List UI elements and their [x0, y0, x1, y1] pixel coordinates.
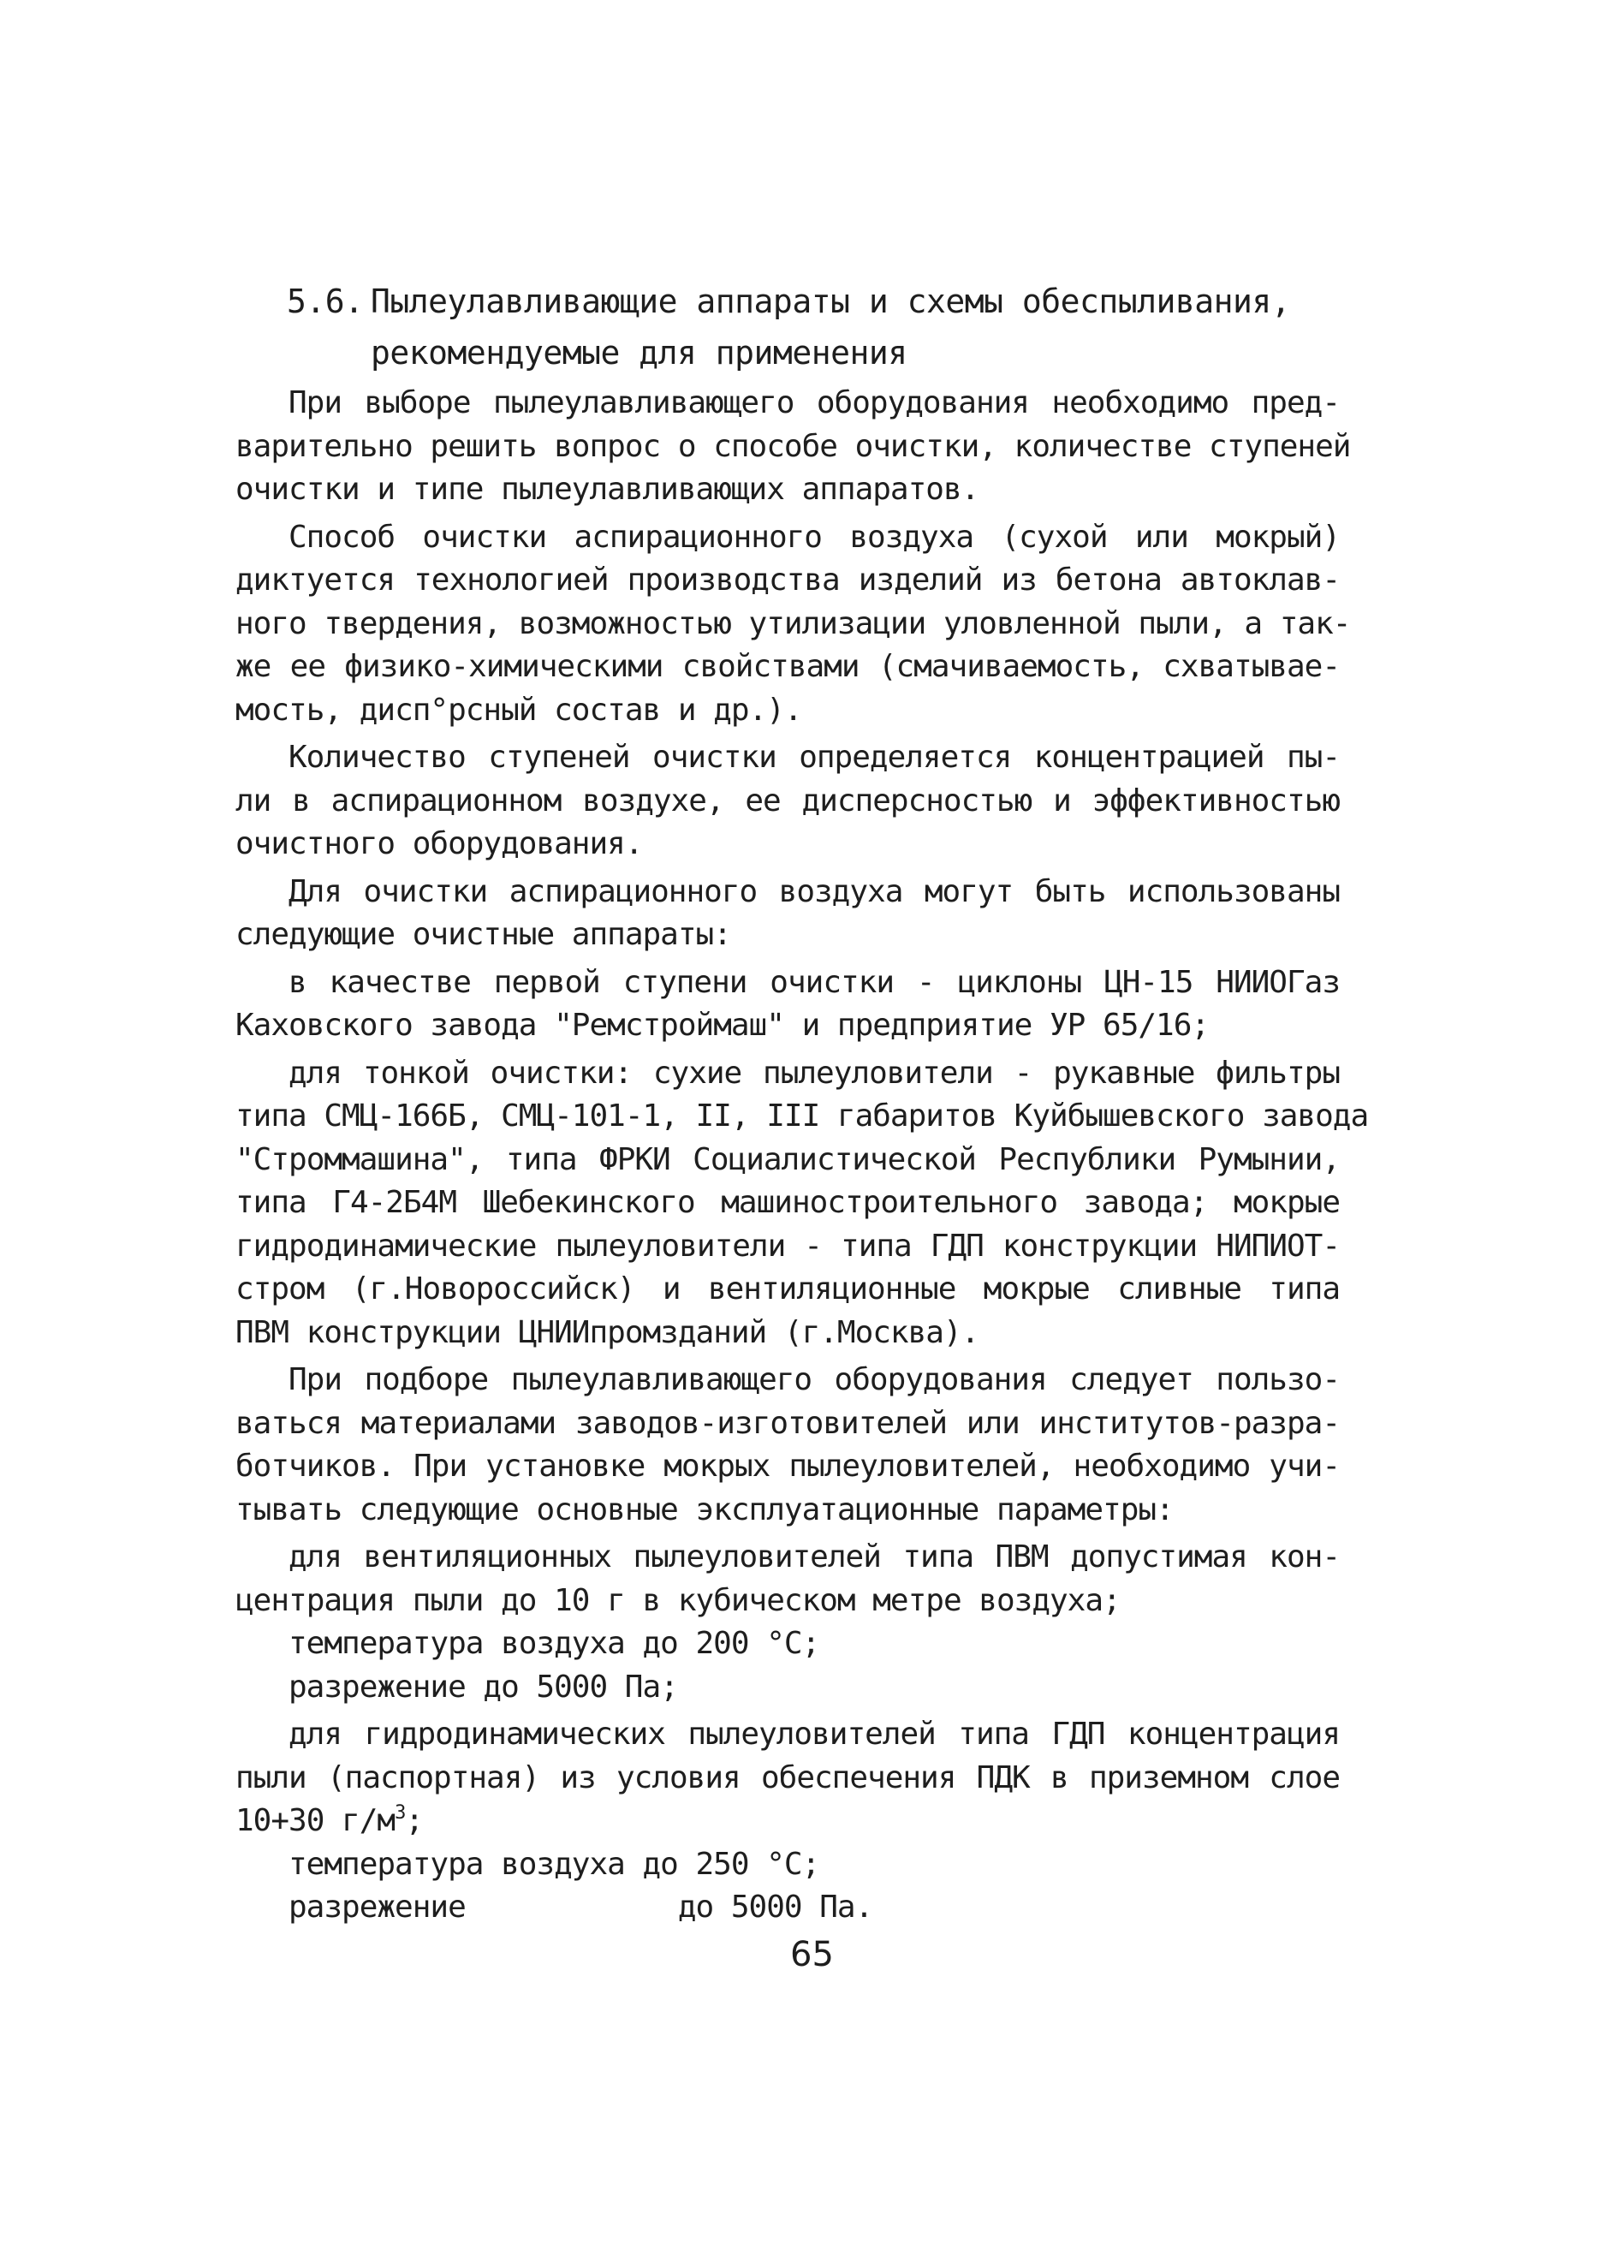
text-line: температура воздуха до 200 °С; [289, 1626, 820, 1661]
text-line: При выборе пылеулавливающего оборудования необходимо пред- [289, 385, 1340, 420]
text-line: гидродинамические пылеуловители - типа ГДП конструкции НИПИОТ- [235, 1228, 1340, 1264]
text-line: для гидродинамических пылеуловителей типа ГДП концентрация [289, 1717, 1340, 1752]
text-line: для вентиляционных пылеуловителей типа ПВМ допустимая кон- [289, 1539, 1340, 1575]
text-line: пыли (паспортная) из условия обеспечения ПДК в приземном слое [235, 1759, 1340, 1795]
text-line: Для очистки аспирационного воздуха могут быть использованы [289, 873, 1340, 909]
text-line: Количество ступеней очистки определяется концентрацией пы- [289, 740, 1340, 775]
text-line: ли в аспирационном воздухе, ее дисперсностью и эффективностью [235, 783, 1340, 819]
section-title-line-2: рекомендуемые для применения [371, 334, 907, 372]
text-line: "Строммашина", типа ФРКИ Социалистической Республики Румынии, [235, 1141, 1340, 1177]
text-line: ваться материалами заводов-изготовителей или институтов-разра- [235, 1405, 1340, 1441]
page-number: 65 [790, 1935, 834, 1974]
text-line: стром (г.Новороссийск) и вентиляционные мокрые сливные типа [235, 1271, 1340, 1307]
text-line: для тонкой очистки: сухие пылеуловители - рукавные фильтры [289, 1055, 1340, 1091]
text-line: ного твердения, возможностью утилизации уловленной пыли, а так- [235, 605, 1351, 641]
semicolon: ; [405, 1803, 424, 1838]
text-line-concentration [235, 1800, 1340, 1843]
superscript-3: 3 [395, 1802, 406, 1824]
text-line: ПВМ конструкции ЦНИИпромзданий (г.Москва). [235, 1314, 979, 1350]
text-line: очистки и типе пылеулавливающих аппаратов. [235, 472, 979, 507]
text-line: разрежение до 5000 Па. [289, 1890, 873, 1925]
text-line: следующие очистные аппараты: [235, 917, 731, 952]
text-line: варительно решить вопрос о способе очистки, количестве ступеней [235, 428, 1351, 464]
text-line: Способ очистки аспирационного воздуха (сухой или мокрый) [289, 519, 1340, 555]
text-line: тывать следующие основные эксплуатационные параметры: [235, 1491, 1174, 1527]
text-line: типа СМЦ-166Б, СМЦ-101-1, II, III габаритов Куйбышевского завода [235, 1098, 1369, 1134]
text-line: При подборе пылеулавливающего оборудования следует пользо- [289, 1362, 1340, 1397]
text-line: ботчиков. При установке мокрых пылеуловителей, необходимо учи- [235, 1449, 1340, 1484]
body-text [235, 382, 1369, 1930]
section-heading [287, 276, 1400, 378]
text-line: центрация пыли до 10 г в кубическом метре воздуха; [235, 1582, 1121, 1618]
text-line: в качестве первой ступени очистки - циклоны ЦН-15 НИИОГаз [289, 964, 1340, 1000]
text-line: температура воздуха до 250 °С; [289, 1846, 820, 1882]
text-line: диктуется технологией производства изделий из бетона автоклав- [235, 563, 1340, 598]
text-line: мость, дисп°рсный состав и др.). [235, 692, 802, 728]
text-line: типа Г4-2Б4М Шебекинского машиностроительного завода; мокрые [235, 1185, 1340, 1220]
text-line: очистного оборудования. [235, 826, 643, 861]
text-line: разрежение до 5000 Па; [289, 1669, 678, 1705]
text-line: Каховского завода "Ремстроймаш" и предприятие УР 65/16; [235, 1008, 1210, 1043]
concentration-value: 10+30 г/м [235, 1803, 396, 1838]
section-title-line-1: Пылеулавливающие аппараты и схемы обеспыливания, [371, 283, 1291, 320]
text-line: же ее физико-химическими свойствами (смачиваемость, схватывае- [235, 649, 1340, 684]
section-number: 5.6. [287, 283, 364, 320]
